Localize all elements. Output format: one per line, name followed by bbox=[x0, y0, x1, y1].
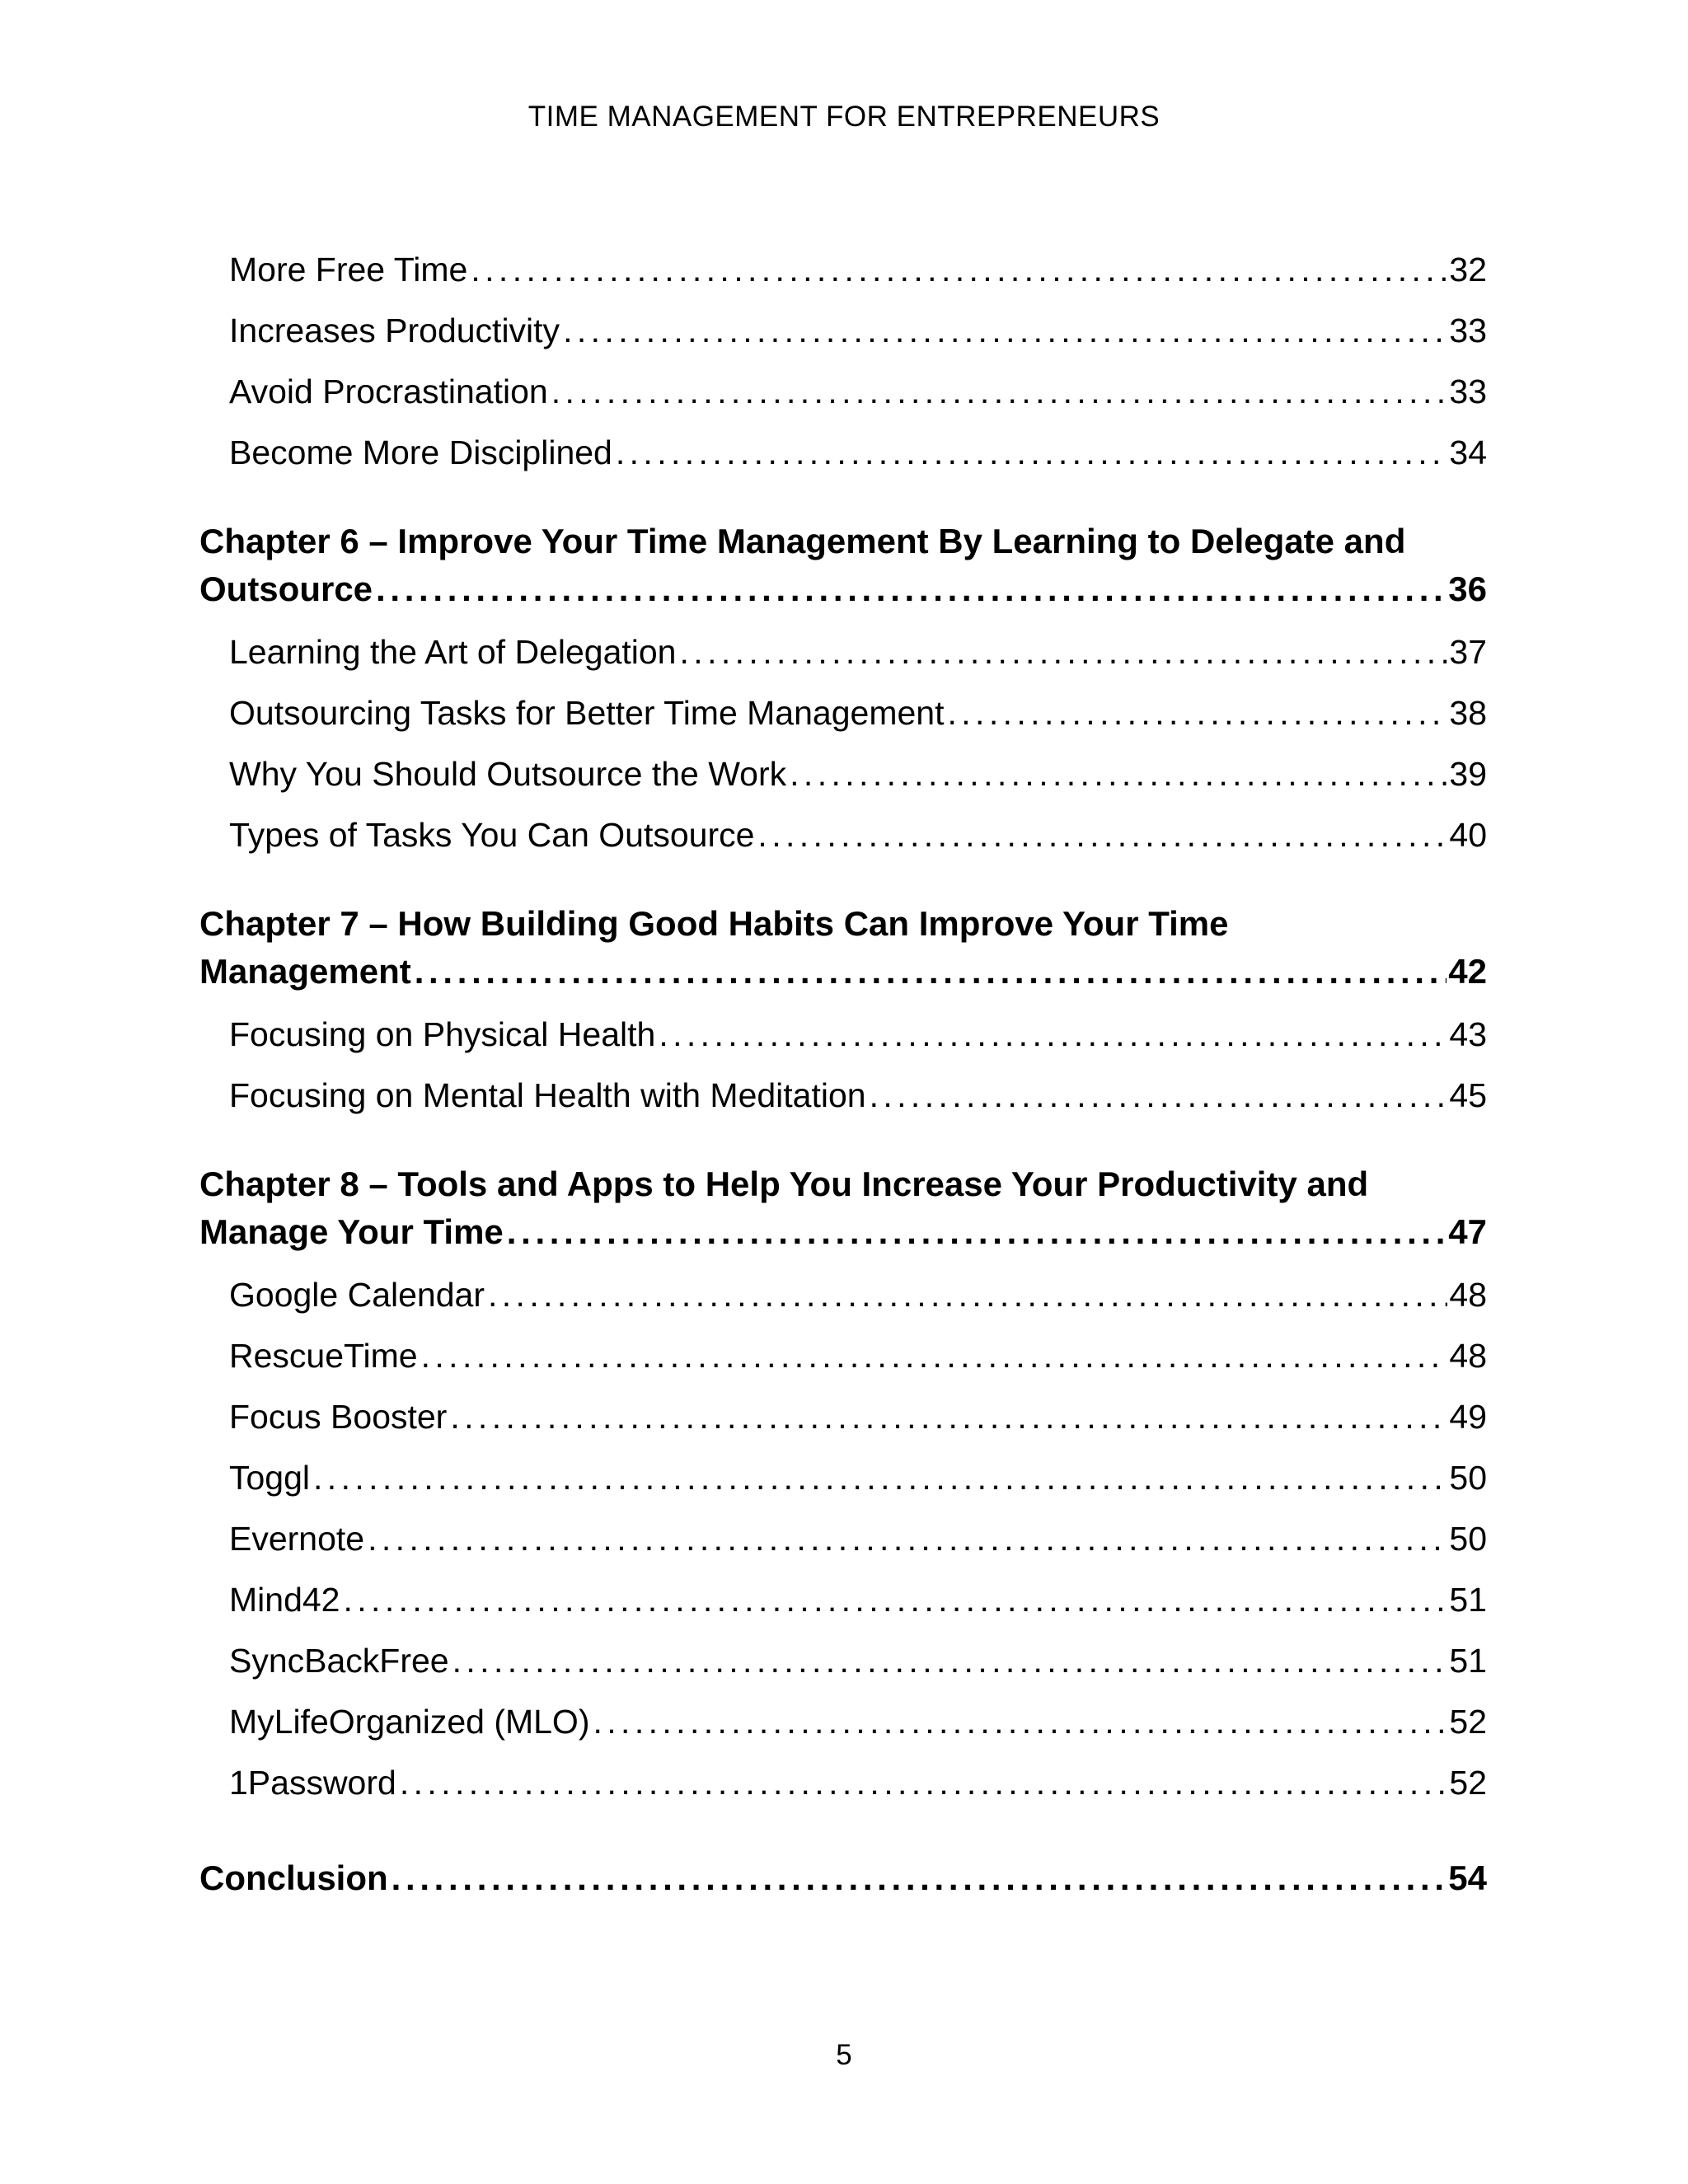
dot-leader bbox=[343, 1569, 1447, 1630]
toc-entry-page: 45 bbox=[1449, 1076, 1487, 1114]
chapter-page: 42 bbox=[1448, 952, 1487, 991]
toc-entry-title: Become More Disciplined bbox=[229, 434, 612, 471]
chapter-title-line-1: Chapter 7 – How Building Good Habits Can Improve Your Time bbox=[199, 904, 1229, 943]
toc-entry-title: Mind42 bbox=[229, 1581, 340, 1619]
dot-leader bbox=[659, 1004, 1447, 1065]
chapter-title-line-1: Chapter 6 – Improve Your Time Management By Learning to Delegate and bbox=[199, 522, 1406, 560]
toc-entry-page: 52 bbox=[1449, 1764, 1487, 1802]
toc-entry-page: 34 bbox=[1449, 434, 1487, 471]
dot-leader bbox=[563, 300, 1447, 361]
dot-leader bbox=[400, 1752, 1448, 1813]
toc-entry[interactable] bbox=[199, 1325, 1487, 1386]
toc-entry-title: Toggl bbox=[229, 1459, 311, 1497]
dot-leader bbox=[368, 1508, 1447, 1569]
toc-entry[interactable] bbox=[199, 1630, 1487, 1691]
toc-entry-title: Why You Should Outsource the Work bbox=[229, 755, 787, 793]
conclusion-page: 54 bbox=[1448, 1858, 1487, 1897]
toc-entry[interactable] bbox=[199, 621, 1487, 682]
dot-leader bbox=[421, 1325, 1448, 1386]
toc-entry[interactable] bbox=[199, 239, 1487, 300]
intro-entries bbox=[199, 239, 1487, 483]
toc-entry-page: 33 bbox=[1449, 373, 1487, 410]
chapter-title-line-2 bbox=[199, 948, 1487, 996]
chapter-title-line-2 bbox=[199, 565, 1487, 613]
toc-entry-page: 33 bbox=[1449, 312, 1487, 349]
dot-leader bbox=[313, 1447, 1447, 1508]
dot-leader bbox=[593, 1691, 1447, 1752]
toc-entry-title: Increases Productivity bbox=[229, 312, 560, 349]
toc-entry[interactable] bbox=[199, 743, 1487, 804]
chapter-8-entries bbox=[199, 1264, 1487, 1813]
toc-entry[interactable] bbox=[199, 361, 1487, 422]
dot-leader bbox=[488, 1264, 1447, 1325]
toc-entry-page: 37 bbox=[1449, 633, 1487, 671]
toc-entry-page: 52 bbox=[1449, 1703, 1487, 1741]
chapter-6-heading[interactable] bbox=[199, 518, 1487, 613]
dot-leader bbox=[551, 361, 1448, 422]
page-number: 5 bbox=[836, 2039, 852, 2071]
dot-leader bbox=[376, 565, 1447, 613]
chapter-title-end: Outsource bbox=[199, 569, 373, 608]
chapter-title-end: Manage Your Time bbox=[199, 1212, 504, 1251]
toc-entry-page: 38 bbox=[1449, 694, 1487, 732]
toc-entry[interactable] bbox=[199, 1004, 1487, 1065]
toc-entry-page: 51 bbox=[1449, 1581, 1487, 1619]
chapter-title-end: Management bbox=[199, 952, 411, 991]
toc-entry-page: 48 bbox=[1449, 1276, 1487, 1314]
toc-entry-title: SyncBackFree bbox=[229, 1642, 449, 1680]
toc-entry-title: RescueTime bbox=[229, 1337, 418, 1375]
toc-entry-title: Focusing on Mental Health with Meditation bbox=[229, 1076, 866, 1114]
toc-entry-title: More Free Time bbox=[229, 251, 468, 288]
dot-leader bbox=[392, 1848, 1447, 1909]
dot-leader bbox=[680, 621, 1448, 682]
chapter-title-line-2 bbox=[199, 1208, 1487, 1256]
dot-leader bbox=[415, 948, 1447, 996]
chapter-7-entries bbox=[199, 1004, 1487, 1126]
chapter-8-heading[interactable] bbox=[199, 1160, 1487, 1256]
running-header: TIME MANAGEMENT FOR ENTREPRENEURS bbox=[528, 101, 1160, 133]
toc-entry[interactable] bbox=[199, 1386, 1487, 1447]
toc-entry[interactable] bbox=[199, 300, 1487, 361]
toc-entry-page: 50 bbox=[1449, 1459, 1487, 1497]
dot-leader bbox=[757, 804, 1447, 865]
toc-entry-title: Evernote bbox=[229, 1520, 365, 1558]
chapter-7-heading[interactable] bbox=[199, 900, 1487, 996]
conclusion-row bbox=[199, 1848, 1487, 1909]
dot-leader bbox=[870, 1065, 1448, 1126]
toc-entry[interactable] bbox=[199, 682, 1487, 743]
toc-entry[interactable] bbox=[199, 1447, 1487, 1508]
conclusion-heading[interactable] bbox=[199, 1848, 1487, 1909]
dot-leader bbox=[452, 1630, 1448, 1691]
dot-leader bbox=[947, 682, 1447, 743]
chapter-title-line-1: Chapter 8 – Tools and Apps to Help You Increase Your Productivity and bbox=[199, 1165, 1369, 1203]
toc-entry-page: 39 bbox=[1449, 755, 1487, 793]
dot-leader bbox=[450, 1386, 1447, 1447]
toc-entry[interactable] bbox=[199, 1065, 1487, 1126]
toc-entry[interactable] bbox=[199, 1508, 1487, 1569]
toc-entry-title: Learning the Art of Delegation bbox=[229, 633, 677, 671]
conclusion-title: Conclusion bbox=[199, 1858, 388, 1897]
toc-entry-page: 43 bbox=[1449, 1015, 1487, 1053]
toc-entry-title: MyLifeOrganized (MLO) bbox=[229, 1703, 590, 1741]
dot-leader bbox=[616, 422, 1448, 483]
toc-entry[interactable] bbox=[199, 1691, 1487, 1752]
toc-entry-page: 51 bbox=[1449, 1642, 1487, 1680]
chapter-page: 36 bbox=[1448, 569, 1487, 608]
toc-entry-title: Google Calendar bbox=[229, 1276, 485, 1314]
toc-entry-title: Types of Tasks You Can Outsource bbox=[229, 816, 755, 854]
toc-entry-page: 49 bbox=[1449, 1398, 1487, 1436]
dot-leader bbox=[507, 1208, 1447, 1256]
toc-entry-page: 32 bbox=[1449, 251, 1487, 288]
toc-entry-title: 1Password bbox=[229, 1764, 396, 1802]
toc-entry-page: 48 bbox=[1449, 1337, 1487, 1375]
toc-entry-title: Avoid Procrastination bbox=[229, 373, 548, 410]
toc-entry[interactable] bbox=[199, 1569, 1487, 1630]
chapter-page: 47 bbox=[1448, 1212, 1487, 1251]
toc-entry[interactable] bbox=[199, 1264, 1487, 1325]
chapter-6-entries bbox=[199, 621, 1487, 865]
dot-leader bbox=[790, 743, 1447, 804]
toc-entry-title: Focusing on Physical Health bbox=[229, 1015, 656, 1053]
toc-entry-page: 40 bbox=[1449, 816, 1487, 854]
toc-entry[interactable] bbox=[199, 422, 1487, 483]
dot-leader bbox=[471, 239, 1447, 300]
toc-entry-title: Focus Booster bbox=[229, 1398, 448, 1436]
table-of-contents bbox=[199, 239, 1487, 1909]
toc-entry[interactable] bbox=[199, 1752, 1487, 1813]
toc-entry-page: 50 bbox=[1449, 1520, 1487, 1558]
toc-entry[interactable] bbox=[199, 804, 1487, 865]
toc-entry-title: Outsourcing Tasks for Better Time Management bbox=[229, 694, 945, 732]
